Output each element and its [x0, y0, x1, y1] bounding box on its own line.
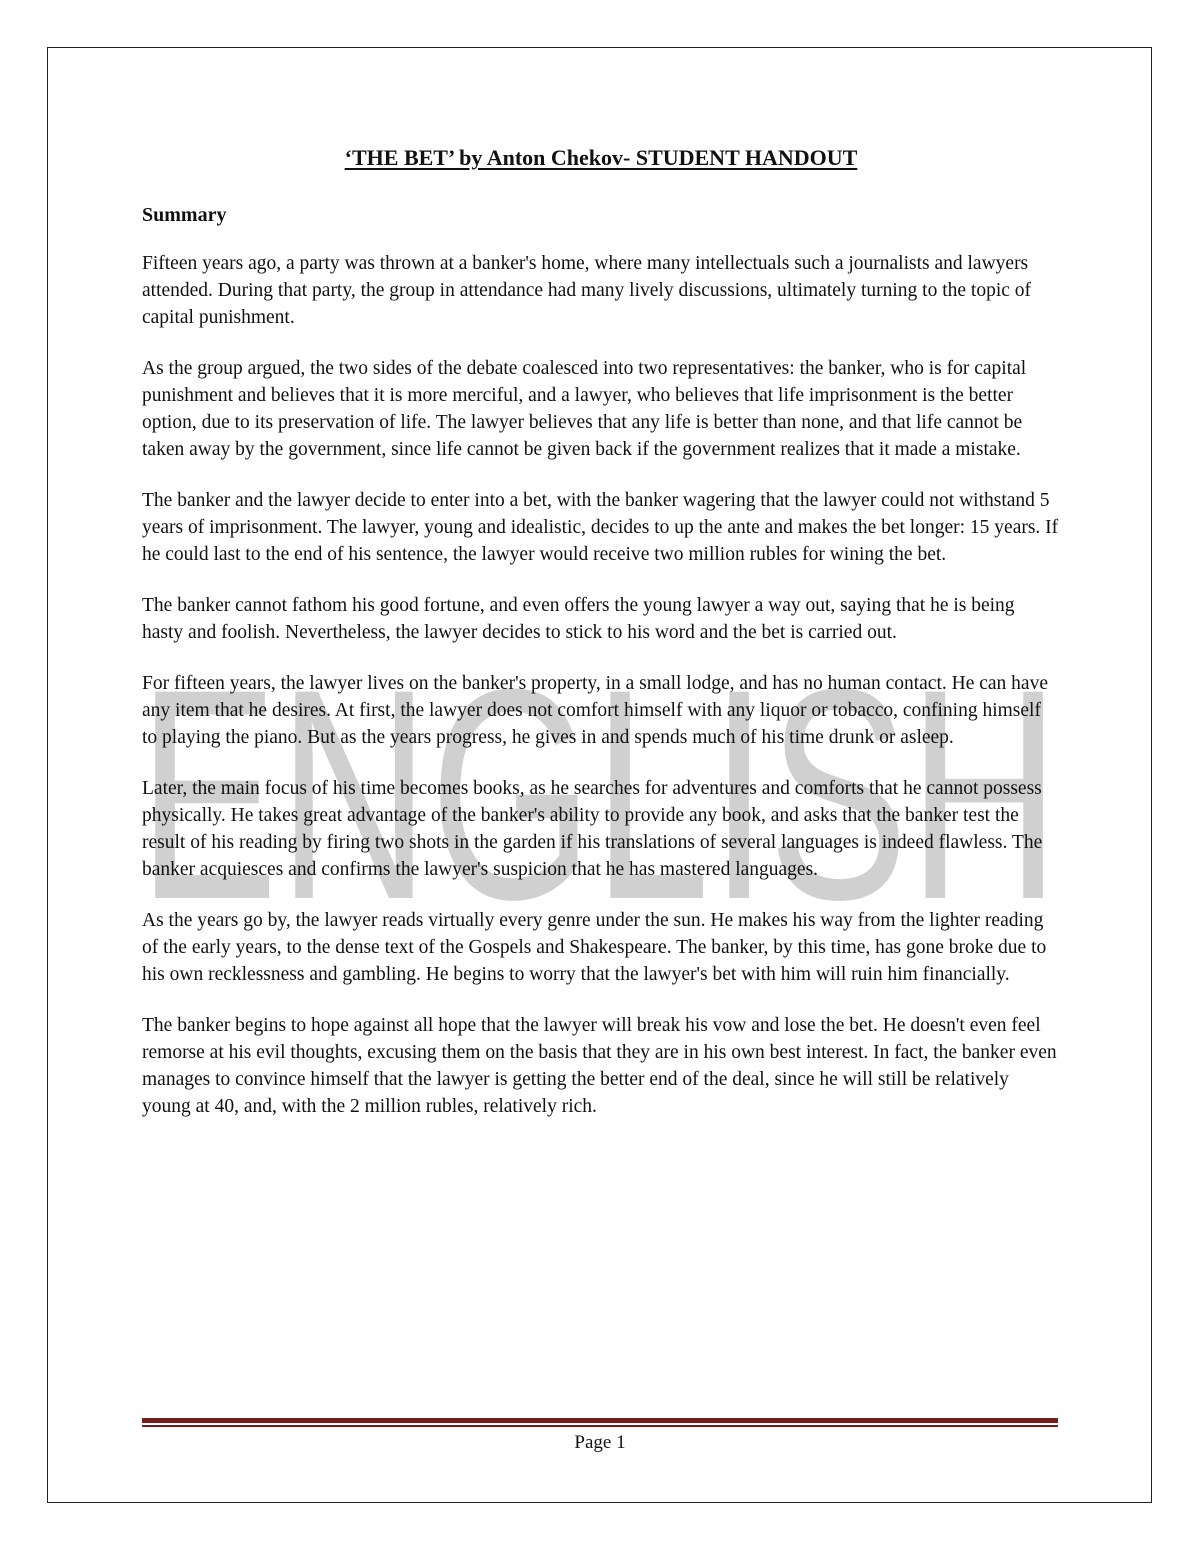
watermark-text: ENGLISH [138, 626, 1060, 962]
page-number: Page 1 [574, 1432, 626, 1453]
summary-paragraph: Later, the main focus of his time becomes books, as he searches for adventures and comforts that he cannot possess physically. He takes great advantage of the banker's ability to provide any book, and asks that the banker test the result of his reading by firing two shots in the garden if his translations of several languages is indeed flawless. The banker acquiesces and confirms the lawyer's suspicion that he has mastered languages. [142, 778, 1043, 880]
summary-paragraph: As the years go by, the lawyer reads virtually every genre under the sun. He makes his way from the lighter reading of the early years, to the dense text of the Gospels and Shakespeare. The banker, by this time, has gone broke due to his own recklessness and gambling. He begins to worry that the lawyer's bet with him will ruin him financially. [142, 910, 1047, 985]
document-title: ‘THE BET’ by Anton Chekov- STUDENT HANDOUT [344, 145, 858, 170]
footer-rule-thin [142, 1425, 1058, 1427]
summary-paragraph: As the group argued, the two sides of the debate coalesced into two representatives: the banker, who is for capital punishment and believes that it is more merciful, and a lawyer, who believes that life imprisonment is the better option, due to its preservation of life. The lawyer believes that any life is better than none, and that life cannot be taken away by the government, since life cannot be given back if the government realizes that it made a mistake. [142, 358, 1027, 460]
section-heading-summary: Summary [142, 204, 227, 226]
summary-paragraph: The banker and the lawyer decide to enter into a bet, with the banker wagering that the lawyer could not withstand 5 years of imprisonment. The lawyer, young and idealistic, decides to up the ante and makes the bet longer: 15 years. If he could last to the end of his sentence, the lawyer would receive two million rubles for wining the bet. [142, 490, 1059, 565]
summary-paragraph: Fifteen years ago, a party was thrown at a banker's home, where many intellectuals such a journalists and lawyers attended. During that party, the group in attendance had many lively discussions, ultimately turning to the topic of capital punishment. [142, 253, 1032, 328]
document-body [142, 140, 1060, 1144]
summary-paragraph: The banker cannot fathom his good fortune, and even offers the young lawyer a way out, saying that he is being hasty and foolish. Nevertheless, the lawyer decides to stick to his word and the bet is carried out. [142, 595, 1015, 643]
footer-rule [142, 1418, 1058, 1427]
summary-paragraph: The banker begins to hope against all hope that the lawyer will break his vow and lose the bet. He doesn't even feel remorse at his evil thoughts, excusing them on the basis that they are in his own best interest. In fact, the banker even manages to convince himself that the lawyer is getting the better end of the deal, since he will still be relatively young at 40, and, with the 2 million rubles, relatively rich. [142, 1015, 1057, 1117]
summary-paragraph: For fifteen years, the lawyer lives on the banker's property, in a small lodge, and has no human contact. He can have any item that he desires. At first, the lawyer does not comfort himself with any liquor or tobacco, confining himself to playing the piano. But as the years progress, he gives in and spends much of his time drunk or asleep. [142, 673, 1048, 748]
footer-rule-thick [142, 1418, 1058, 1423]
